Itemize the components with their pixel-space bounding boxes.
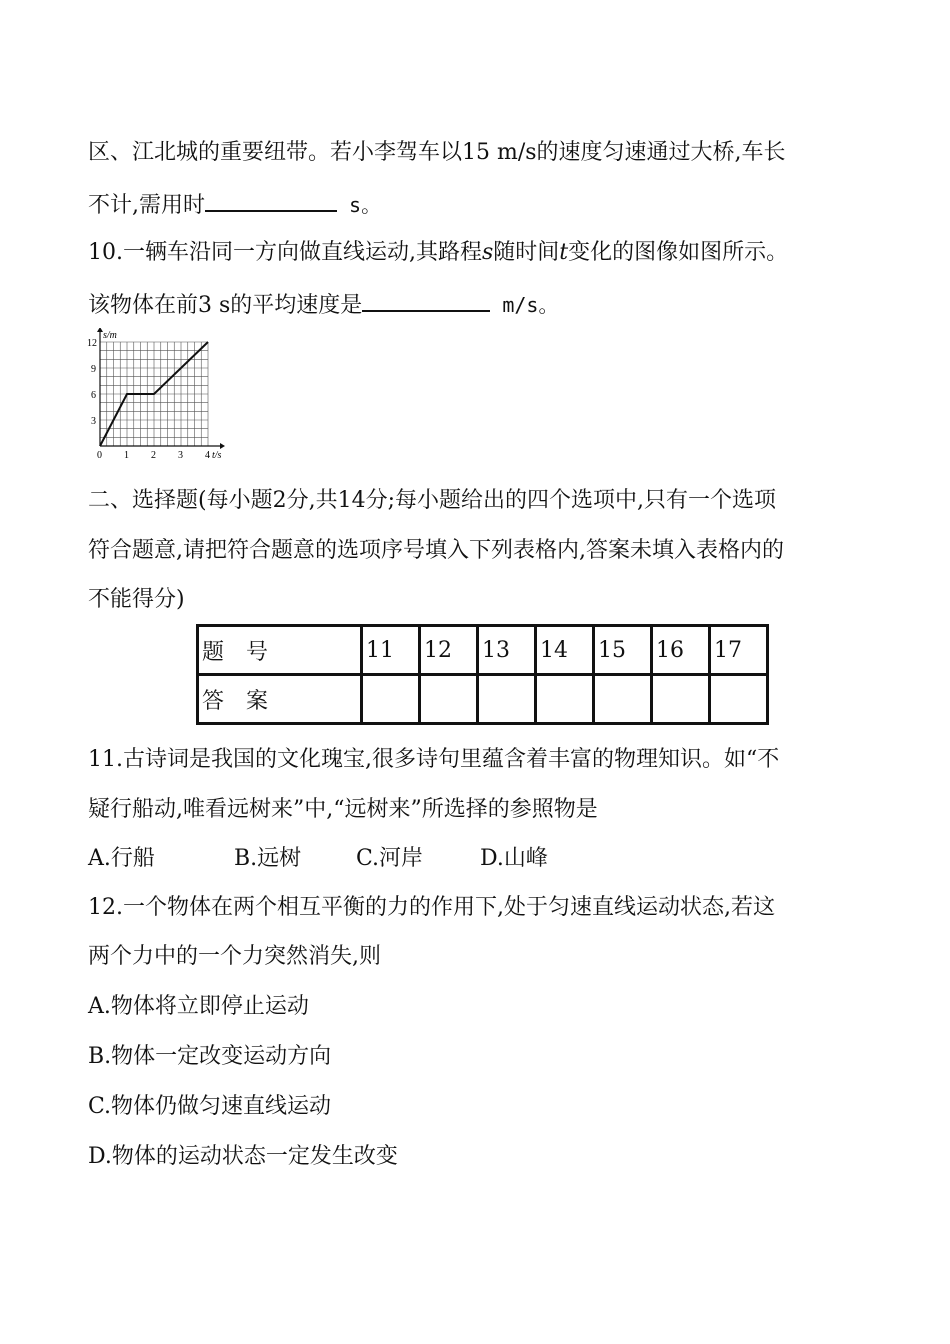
question-number: 16 [652,626,710,675]
y-tick-label: 9 [91,364,96,375]
y-tick-label: 12 [87,338,97,349]
question-number: 13 [478,626,536,675]
question-number: 12 [420,626,478,675]
answer-cell[interactable] [710,675,768,724]
q9-line-1: 区、江北城的重要纽带。若小李驾车以15 m/s的速度匀速通过大桥,车长 [88,140,786,165]
q11-option-a[interactable]: A.行船 [88,846,155,871]
q12-option-d[interactable]: D.物体的运动状态一定发生改变 [88,1144,398,1169]
q9-unit: s。 [337,193,382,217]
answer-cell[interactable] [536,675,594,724]
x-tick-label: 2 [151,450,156,461]
q11-option-d[interactable]: D.山峰 [480,846,548,871]
q11-option-b[interactable]: B.远树 [234,846,302,871]
q12-option-c[interactable]: C.物体仍做匀速直线运动 [88,1094,332,1119]
q9-answer-blank[interactable] [205,188,337,212]
graph-y-label: s/m [103,330,117,341]
q11-option-c[interactable]: C.河岸 [356,846,424,871]
q10-unit: m/s。 [490,293,559,317]
y-tick-label: 3 [91,416,96,427]
x-axis-arrow [220,443,225,449]
answer-cell[interactable] [420,675,478,724]
x-tick-label: 4 [205,450,210,461]
x-tick-label: 1 [124,450,129,461]
answer-cell[interactable] [594,675,652,724]
q10-text-2: 该物体在前3 s的平均速度是 [88,293,363,318]
x-tick-label: 0 [97,450,102,461]
table-answer-row [198,675,768,724]
q10-line-1 [88,238,788,268]
question-number: 17 [710,626,768,675]
q10-text-b: 随时间 [493,240,560,265]
graph-x-label: t/s [212,450,222,461]
q12-line-1: 12.一个物体在两个相互平衡的力的作用下,处于匀速直线运动状态,若这 [88,895,775,920]
x-tick-label: 3 [178,450,183,461]
q11-options [88,844,548,874]
question-number: 11 [362,626,420,675]
answer-cell[interactable] [478,675,536,724]
q12-line-2: 两个力中的一个力突然消失,则 [88,944,381,969]
section2-line-2: 符合题意,请把符合题意的选项序号填入下列表格内,答案未填入表格内的 [88,538,784,563]
table-header-row [198,626,768,675]
s-t-graph [86,328,236,464]
section2-line-3: 不能得分) [88,587,185,612]
answer-table [196,624,769,725]
answer-cell[interactable] [652,675,710,724]
section2-line-1: 二、选择题(每小题2分,共14分;每小题给出的四个选项中,只有一个选项 [88,488,776,513]
q10-text-a: 10.一辆车沿同一方向做直线运动,其路程 [88,240,482,265]
question-number: 14 [536,626,594,675]
answer-label: 答 案 [198,675,362,724]
q11-line-1: 11.古诗词是我国的文化瑰宝,很多诗句里蕴含着丰富的物理知识。如“不 [88,747,780,772]
q10-line-2 [88,288,558,321]
q12-option-a[interactable]: A.物体将立即停止运动 [88,994,309,1019]
q10-text-c: 变化的图像如图所示。 [568,240,789,265]
y-tick-label: 6 [91,390,96,401]
question-number: 15 [594,626,652,675]
graph-ticks [87,338,210,461]
q12-option-b[interactable]: B.物体一定改变运动方向 [88,1044,332,1069]
q9-text: 不计,需用时 [88,193,205,218]
answer-cell[interactable] [362,675,420,724]
q11-line-2: 疑行船动,唯看远树来”中,“远树来”所选择的参照物是 [88,797,598,822]
q9-line-2 [88,188,381,221]
q10-answer-blank[interactable] [362,288,490,312]
q10-var-t: t [559,240,569,265]
q10-var-s: s [481,240,494,265]
header-label: 题 号 [198,626,362,675]
